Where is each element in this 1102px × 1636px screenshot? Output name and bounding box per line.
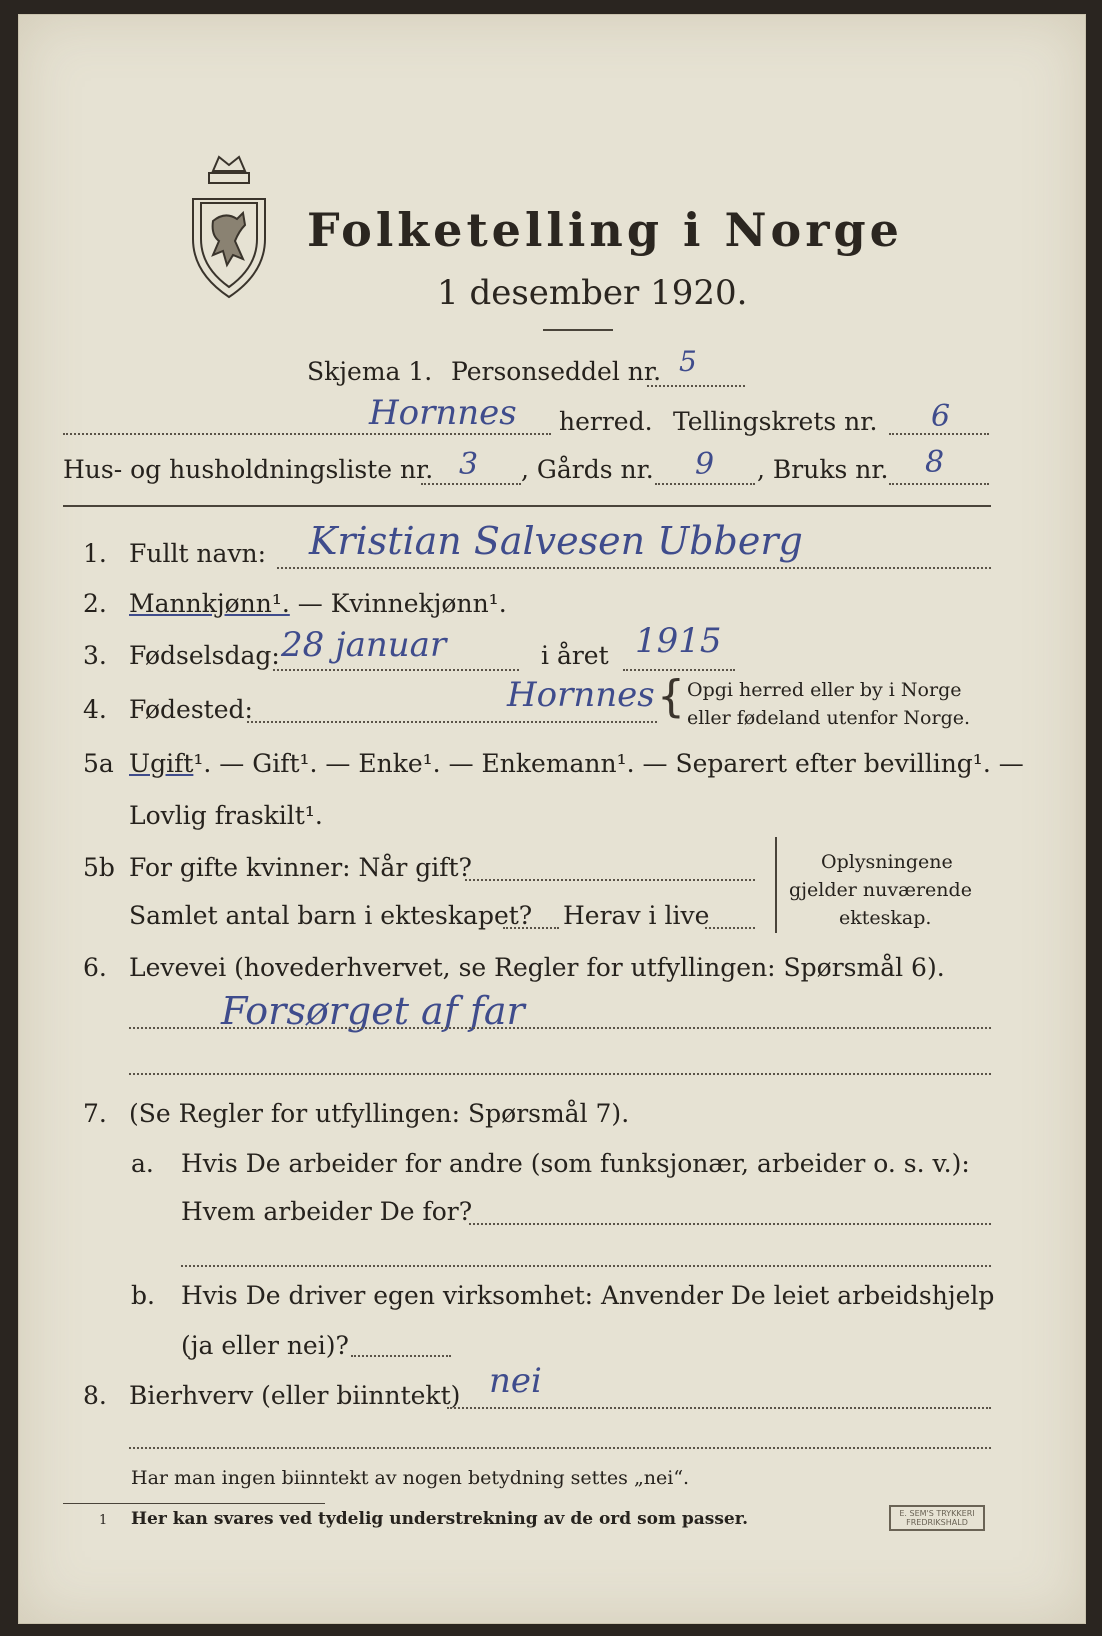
title-divider xyxy=(543,329,613,331)
q8-bierhverv-value: nei xyxy=(489,1361,542,1401)
q7-label: (Se Regler for utfyllingen: Spørsmål 7). xyxy=(129,1099,630,1128)
q5a-options: ¹. — Gift¹. — Enke¹. — Enkemann¹. — Separert efter bevilling¹. — xyxy=(193,749,1024,778)
q5b-line1: For gifte kvinner: Når gift? xyxy=(129,853,472,882)
q7a-line1: Hvis De arbeider for andre (som funksjonær, arbeider o. s. v.): xyxy=(181,1149,970,1178)
q3-day-line xyxy=(273,669,519,671)
q7a-line xyxy=(469,1223,991,1225)
herred-label: herred. xyxy=(559,407,653,436)
footnote-text: Her kan svares ved tydelig understrekning av de ord som passer. xyxy=(131,1509,749,1529)
census-form-sheet xyxy=(18,14,1086,1624)
q6-number: 6. xyxy=(83,953,107,982)
q5b-note2: gjelder nuværende xyxy=(789,879,972,901)
footer-note: Har man ingen biinntekt av nogen betydning settes „nei“. xyxy=(131,1467,690,1489)
q5b-alive-line xyxy=(705,927,755,929)
q8-label: Bierhverv (eller biinntekt) xyxy=(129,1381,461,1410)
q4-note-line1: Opgi herred eller by i Norge xyxy=(687,679,962,701)
q4-birthplace-value: Hornnes xyxy=(507,675,655,715)
q2-separator: — xyxy=(289,589,331,618)
bruks-value: 8 xyxy=(925,445,945,480)
q5b-bracket xyxy=(775,837,777,933)
q6-label: Levevei (hovederhvervet, se Regler for utfyllingen: Spørsmål 6). xyxy=(129,953,945,982)
q6-line1 xyxy=(129,1027,991,1029)
herred-name-value: Hornnes xyxy=(369,393,517,433)
q7a-line-extra xyxy=(181,1265,991,1267)
q5b-line2a: Samlet antal barn i ekteskapet? xyxy=(129,901,533,930)
norway-coat-of-arms-icon xyxy=(183,151,275,301)
form-title: Folketelling i Norge xyxy=(307,203,903,257)
q4-brace: { xyxy=(657,671,685,722)
q5b-note1: Oplysningene xyxy=(821,851,953,873)
q5b-children-line xyxy=(503,927,559,929)
herred-name-line xyxy=(63,433,551,435)
q7a-number: a. xyxy=(131,1149,154,1178)
q1-label: Fullt navn: xyxy=(129,539,267,568)
q4-label: Fødested: xyxy=(129,695,253,724)
husholdningsliste-value: 3 xyxy=(459,447,479,482)
q7b-line1: Hvis De driver egen virksomhet: Anvender De leiet arbeidshjelp xyxy=(181,1281,995,1310)
q3-year-label: i året xyxy=(541,641,609,670)
gards-value: 9 xyxy=(695,447,715,482)
q6-line2 xyxy=(129,1073,991,1075)
personseddel-line xyxy=(647,385,745,387)
gards-line xyxy=(655,483,755,485)
tellingskrets-label: Tellingskrets nr. xyxy=(673,407,878,436)
personseddel-value: 5 xyxy=(679,345,697,378)
printer-stamp: E. SEM'S TRYKKERI FREDRIKSHALD xyxy=(889,1505,985,1531)
q4-line xyxy=(247,721,657,723)
bruks-label: , Bruks nr. xyxy=(757,455,889,484)
q8-line2 xyxy=(129,1447,991,1449)
q2-female-option: Kvinnekjønn¹. xyxy=(330,589,507,618)
q1-number: 1. xyxy=(83,539,107,568)
q5a-ugift-option: Ugift xyxy=(129,749,194,778)
q4-number: 4. xyxy=(83,695,107,724)
skjema-label: Skjema 1. xyxy=(307,357,433,386)
q5b-married-line xyxy=(465,879,755,881)
q4-note-line2: eller fødeland utenfor Norge. xyxy=(687,707,971,729)
q7a-line2: Hvem arbeider De for? xyxy=(181,1197,473,1226)
gards-label: , Gårds nr. xyxy=(521,455,654,484)
q3-birthday-value: 28 januar xyxy=(281,625,447,665)
footnote-rule xyxy=(63,1503,325,1504)
census-date: 1 desember 1920. xyxy=(437,273,748,313)
q7b-line xyxy=(351,1355,451,1357)
q5b-number: 5b xyxy=(83,853,115,882)
q5b-line2b: Herav i live xyxy=(563,901,710,930)
husholdningsliste-label: Hus- og husholdningsliste nr. xyxy=(63,455,434,484)
q5a-number: 5a xyxy=(83,749,114,778)
q5a-lovlig-fraskilt: Lovlig fraskilt¹. xyxy=(129,801,323,830)
footnote-number: 1 xyxy=(99,1513,108,1528)
bruks-line xyxy=(889,483,989,485)
q2-number: 2. xyxy=(83,589,107,618)
q3-year-value: 1915 xyxy=(635,621,722,661)
q3-number: 3. xyxy=(83,641,107,670)
q6-occupation-value: Forsørget af far xyxy=(221,989,525,1033)
q1-full-name-value: Kristian Salvesen Ubberg xyxy=(309,519,803,563)
q7-number: 7. xyxy=(83,1099,107,1128)
q8-number: 8. xyxy=(83,1381,107,1410)
personseddel-label: Personseddel nr. xyxy=(451,357,662,386)
q7b-line2: (ja eller nei)? xyxy=(181,1331,349,1360)
tellingskrets-value: 6 xyxy=(931,399,951,434)
q5b-note3: ekteskap. xyxy=(839,907,932,929)
q2-male-option: Mannkjønn¹. xyxy=(129,589,290,618)
q1-line xyxy=(277,567,991,569)
q7b-number: b. xyxy=(131,1281,155,1310)
q3-label: Fødselsdag: xyxy=(129,641,280,670)
header-rule xyxy=(63,505,991,507)
q8-line xyxy=(447,1407,991,1409)
husholdningsliste-line xyxy=(421,483,521,485)
